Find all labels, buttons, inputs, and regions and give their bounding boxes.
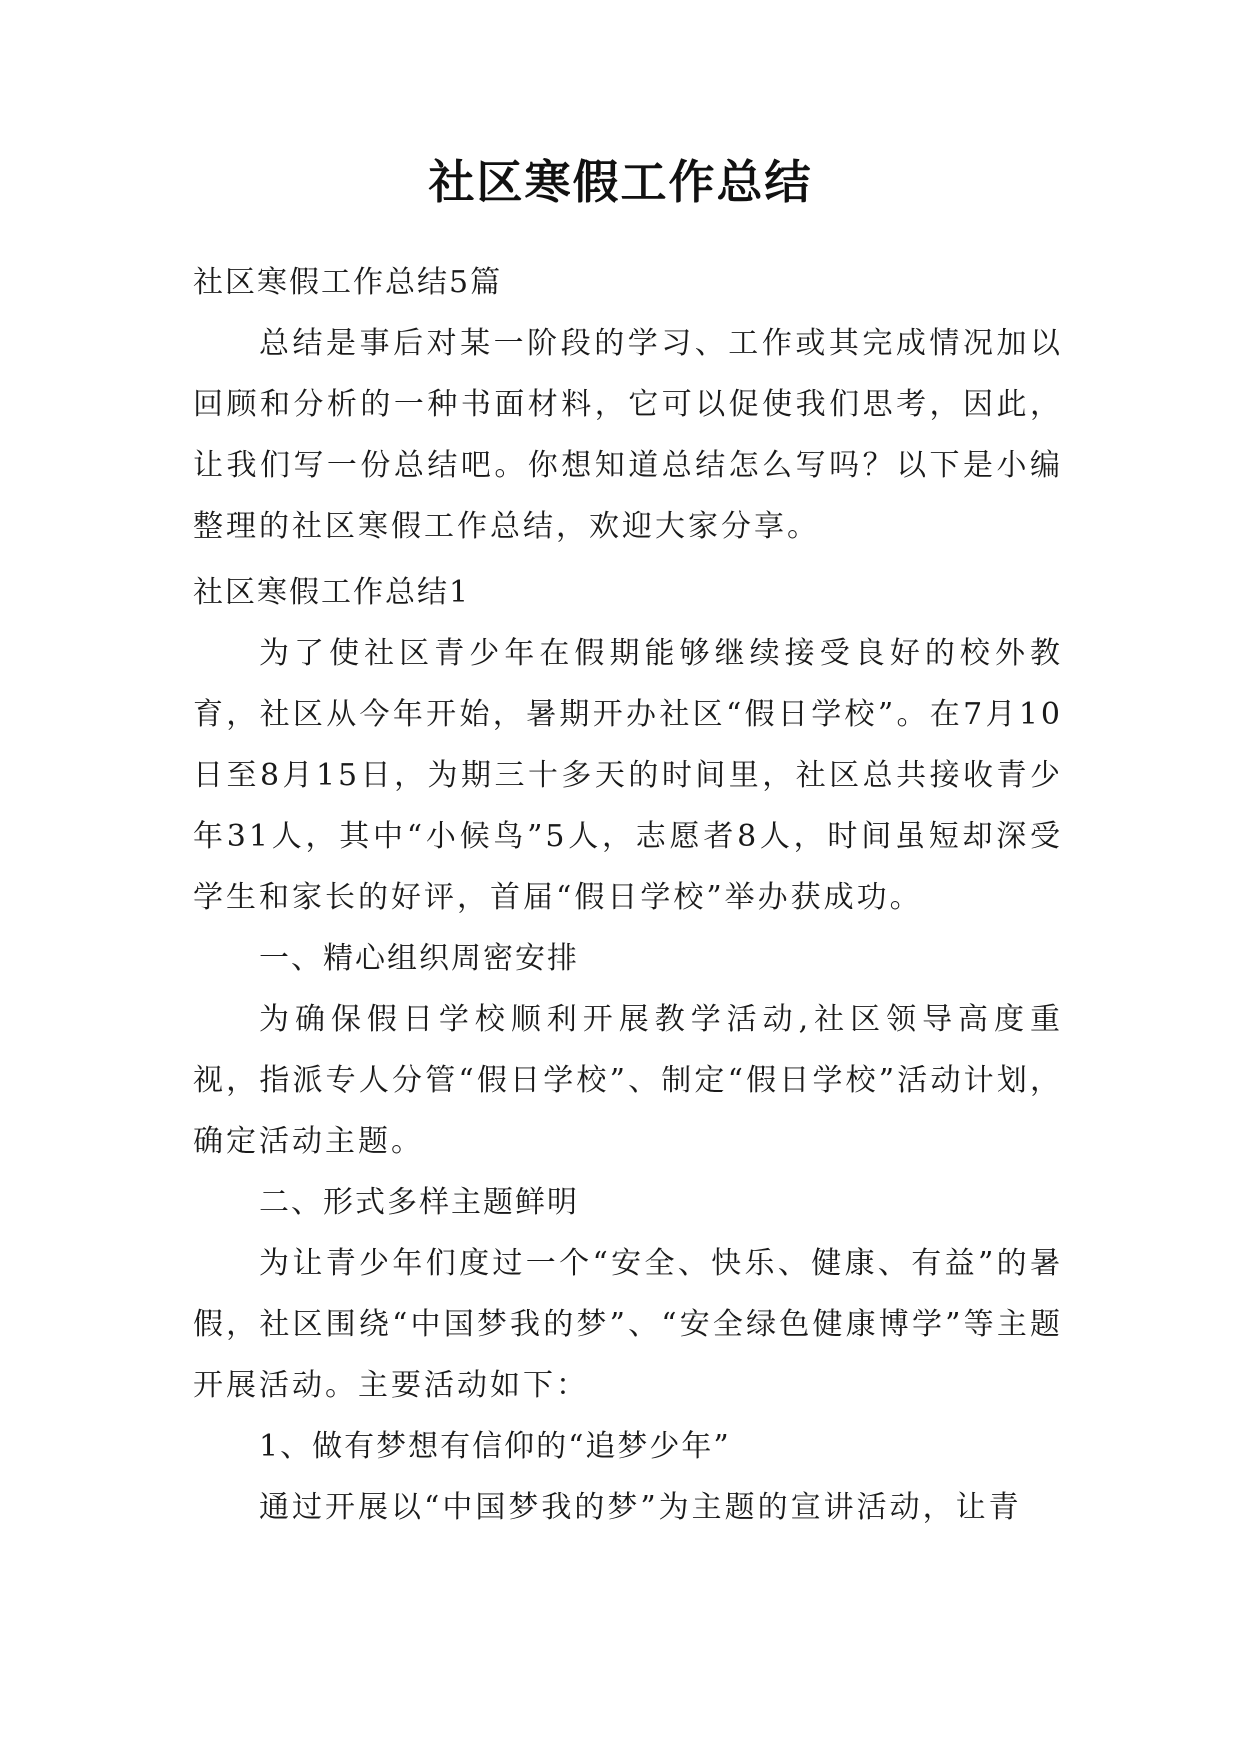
intro-paragraph: 总结是事后对某一阶段的学习、工作或其完成情况加以回顾和分析的一种书面材料，它可以促使我们思考，因此，让我们写一份总结吧。你想知道总结怎么写吗？以下是小编整理的社区寒假工作总结，欢迎大家分享。 (193, 326, 1063, 544)
section1-content (193, 623, 1063, 1538)
subheading-3: 1、做有梦想有信仰的“追梦少年” (259, 1429, 731, 1464)
document-title: 社区寒假工作总结 (428, 155, 813, 209)
section1-paragraph-1: 为了使社区青少年在假期能够继续接受良好的校外教育，社区从今年开始，暑期开办社区“假日学校”。在7月10日至8月15日，为期三十多天的时间里，社区总共接收青少年31人，其中“小候鸟”5人，志愿者8人，时间虽短却深受学生和家长的好评，首届“假日学校”举办获成功。 (193, 636, 1063, 915)
subtitle-block (193, 252, 1063, 313)
subheading-2: 二、形式多样主题鲜明 (259, 1185, 579, 1220)
document-subtitle: 社区寒假工作总结5篇 (193, 265, 503, 300)
section1-paragraph-4: 通过开展以“中国梦我的梦”为主题的宣讲活动，让青 (259, 1490, 1022, 1525)
intro-block (193, 313, 1063, 557)
section1-heading-block (193, 562, 1063, 623)
subheading-1: 一、精心组织周密安排 (259, 941, 579, 976)
section1-paragraph-3: 为让青少年们度过一个“安全、快乐、健康、有益”的暑假，社区围绕“中国梦我的梦”、“安全绿色健康博学”等主题开展活动。主要活动如下： (193, 1246, 1063, 1403)
section1-paragraph-2: 为确保假日学校顺利开展教学活动,社区领导高度重视，指派专人分管“假日学校”、制定“假日学校”活动计划，确定活动主题。 (193, 1002, 1063, 1159)
section1-heading: 社区寒假工作总结1 (193, 575, 471, 610)
